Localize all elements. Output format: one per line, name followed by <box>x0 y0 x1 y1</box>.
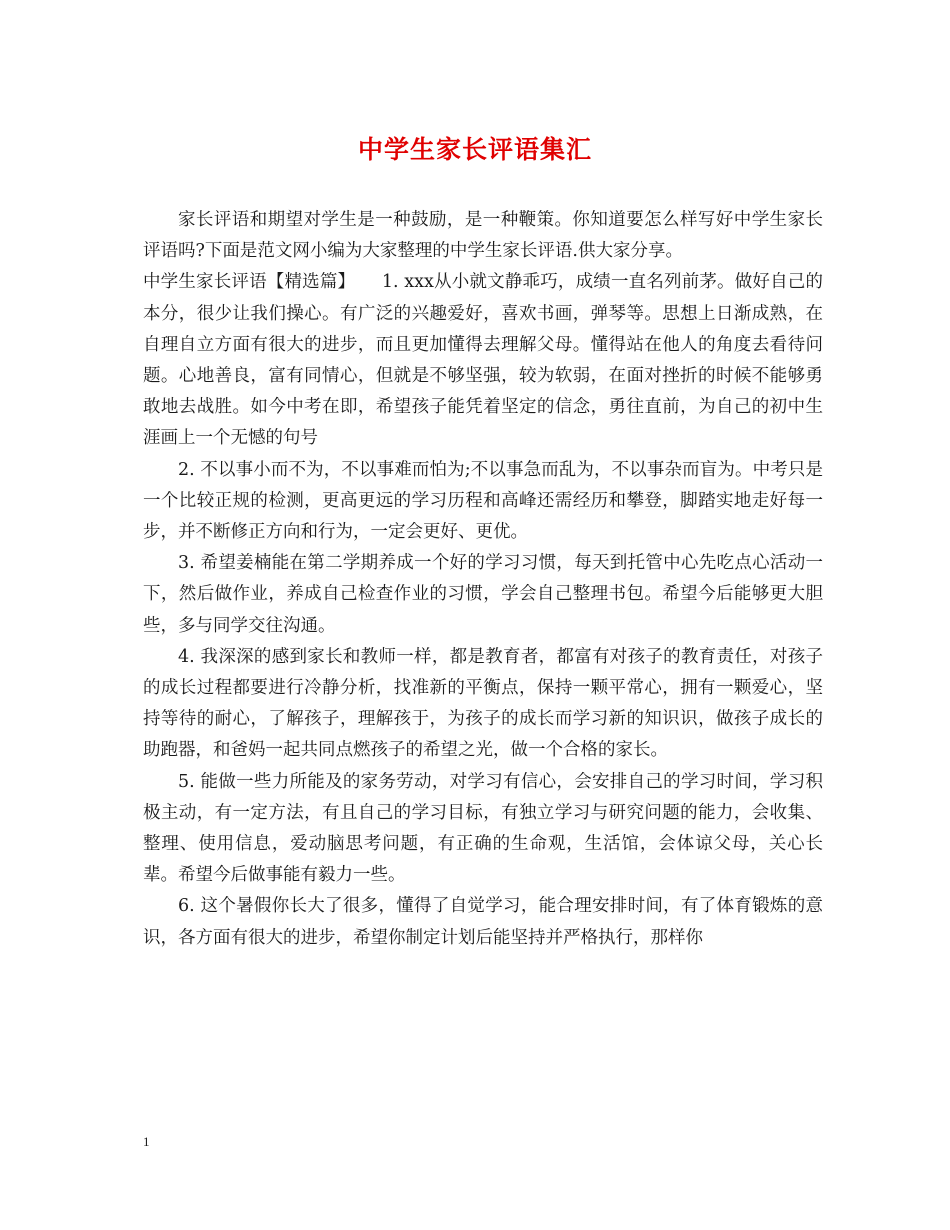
page-number: 1 <box>143 1134 150 1149</box>
paragraph-item-4: 4. 我深深的感到家长和教师一样，都是教育者，都富有对孩子的教育责任，对孩子的成长过程都要进行冷静分析，找准新的平衡点，保持一颗平常心，拥有一颗爱心，坚持等待的耐心，了解孩子，理解孩于，为孩子的成长而学习新的知识识，做孩子成长的助跑器，和爸妈一起共同点燃孩子的希望之光，做一个合格的家长。 <box>143 646 823 761</box>
paragraph-item-6: 6. 这个暑假你长大了很多，懂得了自觉学习，能合理安排时间，有了体育锻炼的意识，各方面有很大的进步，希望你制定计划后能坚持并严格执行，那样你 <box>143 896 823 948</box>
paragraph-item-2: 2. 不以事小而不为，不以事难而怕为;不以事急而乱为，不以事杂而盲为。中考只是一个比较正规的检测，更高更远的学习历程和高峰还需经历和攀登，脚踏实地走好每一步，并不断修正方向和行为，一定会更好、更优。 <box>143 459 823 543</box>
document-title: 中学生家长评语集汇 <box>357 135 592 164</box>
paragraph-item-1: 中学生家长评语【精选篇】 1. xxx从小就文静乖巧，成绩一直名列前茅。做好自己的本分，很少让我们操心。有广泛的兴趣爱好，喜欢书画，弹琴等。思想上日渐成熟，在自理自立方面有很大的进步，而且更加懂得去理解父母。懂得站在他人的角度去看待问题。心地善良，富有同情心，但就是不够坚强，较为软弱，在面对挫折的时候不能够勇敢地去战胜。如今中考在即，希望孩子能凭着坚定的信念，勇往直前，为自己的初中生涯画上一个无憾的句号 <box>143 272 823 449</box>
intro-paragraph: 家长评语和期望对学生是一种鼓励，是一种鞭策。你知道要怎么样写好中学生家长评语吗?下面是范文网小编为大家整理的中学生家长评语.供大家分享。 <box>143 210 823 262</box>
paragraph-item-3: 3. 希望姜楠能在第二学期养成一个好的学习习惯，每天到托管中心先吃点心活动一下，然后做作业，养成自己检查作业的习惯，学会自己整理书包。希望今后能够更大胆些，多与同学交往沟通。 <box>143 553 823 636</box>
paragraph-item-5: 5. 能做一些力所能及的家务劳动，对学习有信心，会安排自己的学习时间，学习积极主动，有一定方法，有且自己的学习目标，有独立学习与研究问题的能力，会收集、整理、使用信息，爱动脑思考问题，有正确的生命观，生活馆，会体谅父母，关心长辈。希望今后做事能有毅力一些。 <box>143 771 823 886</box>
document-body <box>143 205 823 954</box>
